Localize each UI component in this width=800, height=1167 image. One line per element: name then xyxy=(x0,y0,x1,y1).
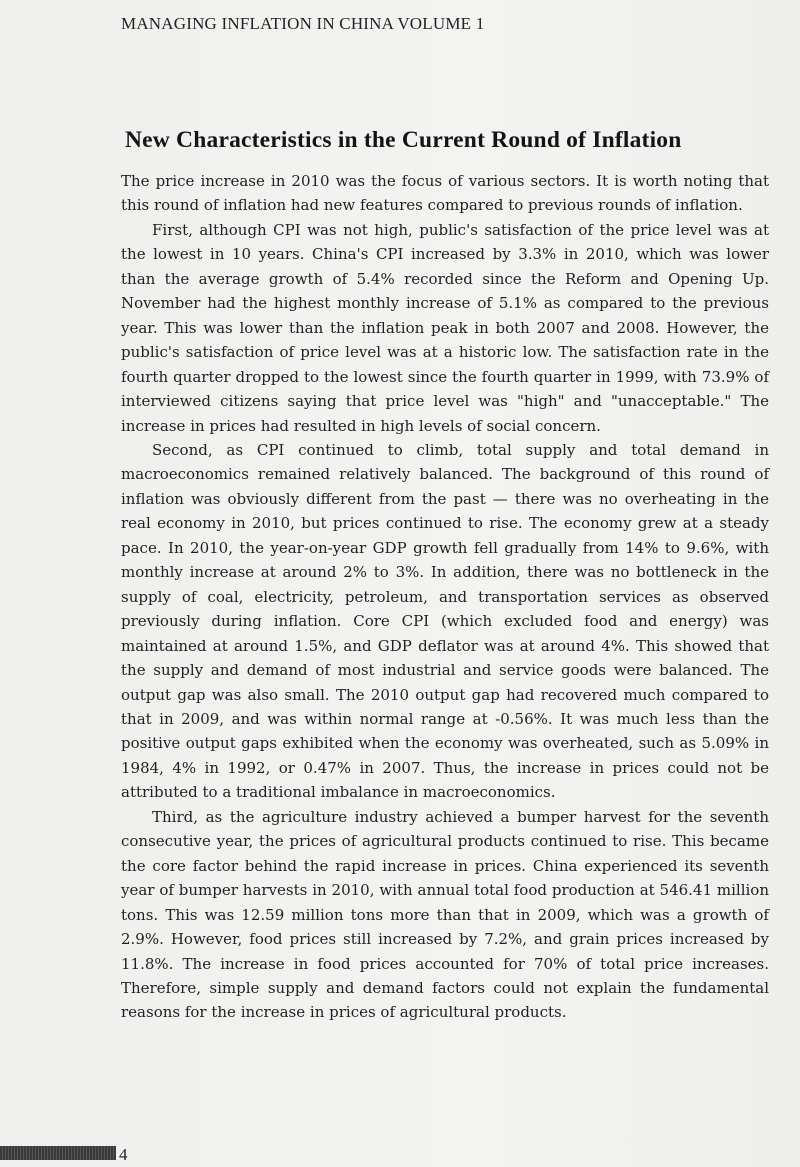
section-title: New Characteristics in the Current Round of Inflation xyxy=(125,127,682,153)
paragraph-intro: The price increase in 2010 was the focus of various sectors. It is worth noting that this round of inflation had new features compared to previous rounds of inflation. xyxy=(121,172,769,215)
paragraph-third: Third, as the agriculture industry achieved a bumper harvest for the seventh consecutive year, the prices of agricultural products continued to rise. This became the core factor behind the rapid increase in prices. China experienced its seventh year of bumper harvests in 2010, with annual total food production at 546.41 million tons. This was 12.59 million tons more than that in 2009, which was a growth of 2.9%. However, food prices still increased by 7.2%, and grain prices increased by 11.8%. The increase in food prices accounted for 70% of total price increases. Therefore, simple supply and demand factors could not explain the fundamental reasons for the increase in prices of agricultural products. xyxy=(121,807,769,1022)
page-number: 4 xyxy=(119,1145,128,1164)
paragraph-second: Second, as CPI continued to climb, total supply and total demand in macroeconomics remained relatively balanced. The background of this round of inflation was obviously different from the past — there was no overheating in the real economy in 2010, but prices continued to rise. The economy grew at a steady pace. In 2010, the year-on-year GDP growth fell gradually from 14% to 9.6%, with monthly increase at around 2% to 3%. In addition, there was no bottleneck in the supply of coal, electricity, petroleum, and transportation services as observed previously during inflation. Core CPI (which excluded food and energy) was maintained at around 1.5%, and GDP deflator was at around 4%. This showed that the supply and demand of most industrial and service goods were balanced. The output gap was also small. The 2010 output gap had recovered much compared to that in 2009, and was within normal range at -0.56%. It was much less than the positive output gaps exhibited when the economy was overheated, such as 5.09% in 1984, 4% in 1992, or 0.47% in 2007. Thus, the increase in prices could not be attributed to a traditional imbalance in macroeconomics. xyxy=(121,440,769,802)
footer-rule xyxy=(0,1146,116,1160)
running-head: MANAGING INFLATION IN CHINA VOLUME 1 xyxy=(121,14,485,33)
paragraph-first: First, although CPI was not high, public's satisfaction of the price level was at the lowest in 10 years. China's CPI increased by 3.3% in 2010, which was lower than the average growth of 5.4% recorded since the Reform and Opening Up. November had the highest monthly increase of 5.1% as compared to the previous year. This was lower than the inflation peak in both 2007 and 2008. However, the public's satisfaction of price level was at a historic low. The satisfaction rate in the fourth quarter dropped to the lowest since the fourth quarter in 1999, with 73.9% of interviewed citizens saying that price level was "high" and "unacceptable." The increase in prices had resulted in high levels of social concern. xyxy=(121,220,769,435)
body-text xyxy=(121,169,769,1025)
